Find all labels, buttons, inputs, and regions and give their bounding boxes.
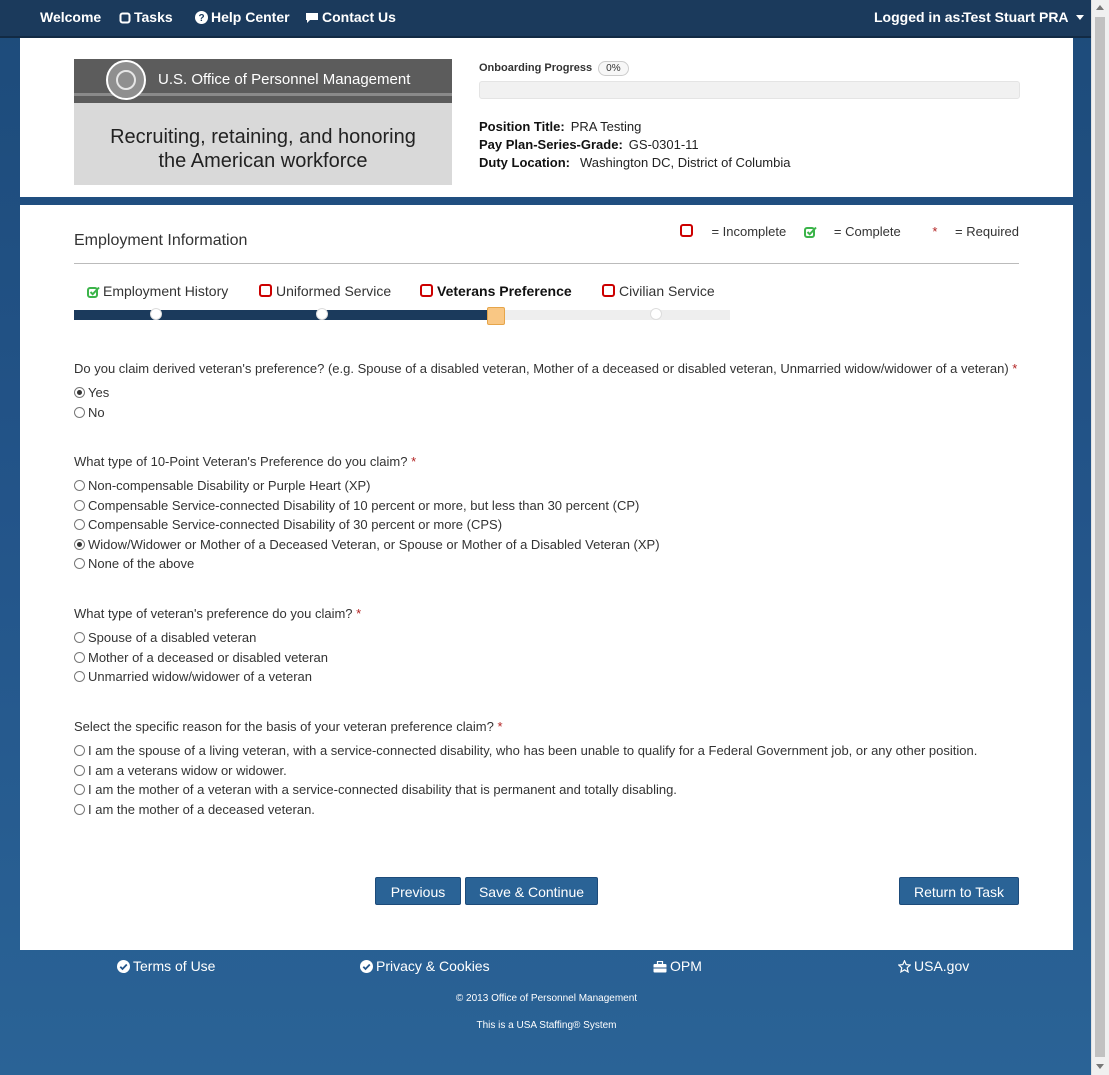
- header-panel: [20, 38, 1073, 197]
- check-circle-icon: [360, 960, 373, 973]
- option-label: No: [88, 404, 105, 420]
- question-label: What type of 10-Point Veteran's Preference do you claim?: [74, 454, 408, 469]
- footer-privacy-label: Privacy & Cookies: [376, 958, 490, 974]
- question-text: [74, 361, 1017, 376]
- footer-usagov-label: USA.gov: [914, 958, 970, 974]
- footer-terms-label: Terms of Use: [133, 958, 216, 974]
- onboarding-progress-bar: [479, 81, 1020, 99]
- svg-text:?: ?: [198, 13, 205, 24]
- check-circle-icon: [117, 960, 130, 973]
- duty-location-value: Washington DC, District of Columbia: [580, 155, 791, 170]
- question-text: [74, 606, 361, 621]
- star-icon: [898, 960, 911, 973]
- briefcase-icon: [653, 961, 667, 973]
- step-veterans-preference[interactable]: [420, 283, 572, 299]
- agency-name: U.S. Office of Personnel Management: [158, 71, 411, 88]
- step-dot[interactable]: [316, 308, 328, 320]
- step-uniformed-service[interactable]: [259, 283, 391, 299]
- step-progress-track: [74, 310, 730, 320]
- question-label: Do you claim derived veteran's preference? (e.g. Spouse of a disabled veteran, Mother of a deceased or disabled veteran, Unmarried widow/widower of a veteran): [74, 361, 1009, 376]
- step-label: Uniformed Service: [276, 283, 392, 299]
- legend-incomplete-text: = Incomplete: [711, 224, 787, 239]
- footer-opm-label: OPM: [670, 958, 702, 974]
- question-derived-preference: [74, 361, 1017, 422]
- radio-button[interactable]: [74, 558, 85, 569]
- radio-button[interactable]: [74, 804, 85, 815]
- question-claim-reason: [74, 719, 977, 819]
- section-title: Employment Information: [74, 232, 248, 249]
- legend-incomplete: [680, 224, 786, 239]
- complete-check-icon: [804, 226, 817, 238]
- step-dot[interactable]: [150, 308, 162, 320]
- step-label: Veterans Preference: [437, 283, 572, 299]
- chat-bubble-icon: [305, 12, 319, 24]
- step-progress-done: [74, 310, 496, 320]
- step-civilian-service[interactable]: [602, 283, 715, 299]
- option-label: I am the mother of a deceased veteran.: [88, 801, 315, 817]
- position-info: [479, 118, 790, 172]
- tagline-line-2: the American workforce: [158, 150, 368, 172]
- option-label: Non-compensable Disability or Purple Heart (XP): [88, 478, 371, 493]
- radio-option[interactable]: [74, 667, 361, 687]
- option-label: Mother of a deceased or disabled veteran: [88, 649, 328, 665]
- nav-help-center[interactable]: [195, 9, 290, 25]
- position-title-row: [479, 118, 790, 136]
- task-square-icon: [119, 12, 131, 24]
- option-label: I am a veterans widow or widower.: [88, 762, 287, 778]
- nav-tasks-label: Tasks: [134, 9, 173, 25]
- nav-contact-us[interactable]: [305, 9, 396, 25]
- step-dot[interactable]: [650, 308, 662, 320]
- option-label: Unmarried widow/widower of a veteran: [88, 669, 312, 684]
- caret-down-icon: [1076, 15, 1084, 21]
- progress-label-text: Onboarding Progress: [479, 62, 593, 74]
- option-label: Widow/Widower or Mother of a Deceased Veteran, or Spouse or Mother of a Disabled Veteran (XP): [88, 536, 660, 552]
- radio-button[interactable]: [74, 500, 85, 511]
- question-text: [74, 719, 977, 734]
- radio-option[interactable]: [74, 554, 660, 574]
- tagline-line-1: Recruiting, retaining, and honoring: [110, 126, 416, 148]
- return-to-task-button[interactable]: Return to Task: [899, 877, 1019, 905]
- duty-location-row: [479, 154, 790, 172]
- question-10-point-type: [74, 454, 660, 574]
- nav-contact-us-label: Contact Us: [322, 9, 396, 25]
- question-label: Select the specific reason for the basis of your veteran preference claim?: [74, 719, 494, 734]
- nav-help-center-label: Help Center: [211, 9, 290, 25]
- legend-complete: [804, 224, 901, 239]
- radio-option[interactable]: [74, 800, 977, 820]
- radio-option[interactable]: [74, 741, 977, 761]
- footer-copyright: © 2013 Office of Personnel Management: [455, 993, 638, 1004]
- legend-required: [918, 224, 1019, 239]
- scrollbar-thumb[interactable]: [1095, 17, 1105, 1057]
- required-star: *: [932, 224, 938, 239]
- footer-links: [20, 958, 1073, 978]
- user-menu[interactable]: [963, 9, 1087, 25]
- pay-grade-label: Pay Plan-Series-Grade:: [479, 137, 623, 152]
- page-scrollbar[interactable]: [1091, 0, 1109, 1075]
- nav-welcome[interactable]: Welcome: [40, 9, 102, 25]
- radio-button[interactable]: [74, 765, 85, 776]
- incomplete-box-icon: [259, 284, 272, 297]
- required-star: *: [1012, 361, 1018, 376]
- radio-option[interactable]: [74, 403, 1017, 423]
- step-label: Employment History: [103, 283, 229, 299]
- radio-option[interactable]: [74, 496, 660, 516]
- radio-button[interactable]: [74, 652, 85, 663]
- previous-button[interactable]: Previous: [375, 877, 461, 905]
- legend-required-text: = Required: [955, 224, 1019, 239]
- top-navbar: [0, 0, 1092, 38]
- radio-button[interactable]: [74, 480, 85, 491]
- question-circle-icon: [195, 11, 208, 24]
- status-legend: [666, 224, 1019, 239]
- option-label: Yes: [88, 385, 110, 400]
- legend-complete-text: = Complete: [833, 224, 901, 239]
- step-label: Civilian Service: [619, 283, 715, 299]
- radio-button[interactable]: [74, 387, 85, 398]
- radio-option[interactable]: [74, 648, 361, 668]
- radio-button[interactable]: [74, 519, 85, 530]
- user-name: Test Stuart PRA: [963, 9, 1069, 25]
- section-divider: [74, 263, 1019, 264]
- option-label: I am the mother of a veteran with a service-connected disability that is permanent and totally disabling.: [88, 782, 677, 797]
- position-title-label: Position Title:: [479, 119, 565, 134]
- required-star: *: [356, 606, 362, 621]
- logged-in-label: Logged in as:: [874, 9, 965, 25]
- scroll-up-arrow-icon[interactable]: [1096, 5, 1104, 10]
- opm-seal-icon: [106, 60, 146, 100]
- radio-button[interactable]: [74, 745, 85, 756]
- progress-badge: 0%: [598, 61, 628, 76]
- footer-privacy-link[interactable]: [360, 958, 490, 974]
- required-star: *: [411, 454, 417, 469]
- footer-usagov-link[interactable]: [898, 958, 969, 974]
- complete-check-icon: [87, 286, 100, 298]
- radio-option[interactable]: [74, 476, 660, 496]
- step-employment-history[interactable]: [87, 283, 228, 299]
- scroll-down-arrow-icon[interactable]: [1096, 1064, 1104, 1069]
- position-title-value: PRA Testing: [570, 119, 642, 134]
- current-step-marker: [487, 307, 505, 325]
- incomplete-box-icon: [680, 224, 693, 237]
- radio-option[interactable]: [74, 515, 660, 535]
- nav-tasks[interactable]: [119, 9, 173, 25]
- radio-option[interactable]: [74, 383, 1017, 403]
- radio-button[interactable]: [74, 784, 85, 795]
- duty-location-label: Duty Location:: [479, 155, 570, 170]
- pay-grade-value: GS-0301-11: [628, 137, 699, 152]
- incomplete-box-icon: [420, 284, 433, 297]
- radio-option[interactable]: [74, 761, 977, 781]
- banner-tagline: [74, 125, 452, 173]
- question-text: [74, 454, 660, 469]
- footer-terms-link[interactable]: [117, 958, 215, 974]
- main-panel: [20, 205, 1073, 950]
- banner-strip: [74, 59, 452, 103]
- question-label: What type of veteran's preference do you claim?: [74, 606, 353, 621]
- save-continue-button[interactable]: Save & Continue: [465, 877, 598, 905]
- radio-button[interactable]: [74, 671, 85, 682]
- option-label: I am the spouse of a living veteran, with a service-connected disability, who has been unable to qualify for a Federal Government job, or any other position.: [88, 743, 978, 758]
- onboarding-progress-label: [479, 61, 629, 76]
- incomplete-box-icon: [602, 284, 615, 297]
- option-label: None of the above: [88, 556, 195, 571]
- question-preference-type: [74, 606, 361, 687]
- option-label: Compensable Service-connected Disability of 30 percent or more (CPS): [88, 517, 503, 532]
- footer-system-note: This is a USA Staffing® System: [476, 1020, 617, 1031]
- option-label: Compensable Service-connected Disability of 10 percent or more, but less than 30 percent (CP): [88, 497, 640, 513]
- radio-option[interactable]: [74, 780, 977, 800]
- radio-button[interactable]: [74, 539, 85, 550]
- required-star: *: [497, 719, 503, 734]
- radio-button[interactable]: [74, 407, 85, 418]
- radio-option[interactable]: [74, 535, 660, 555]
- radio-option[interactable]: [74, 628, 361, 648]
- opm-banner: [74, 59, 452, 185]
- footer-opm-link[interactable]: [653, 958, 702, 974]
- option-label: Spouse of a disabled veteran: [88, 630, 257, 645]
- pay-grade-row: [479, 136, 790, 154]
- radio-button[interactable]: [74, 632, 85, 643]
